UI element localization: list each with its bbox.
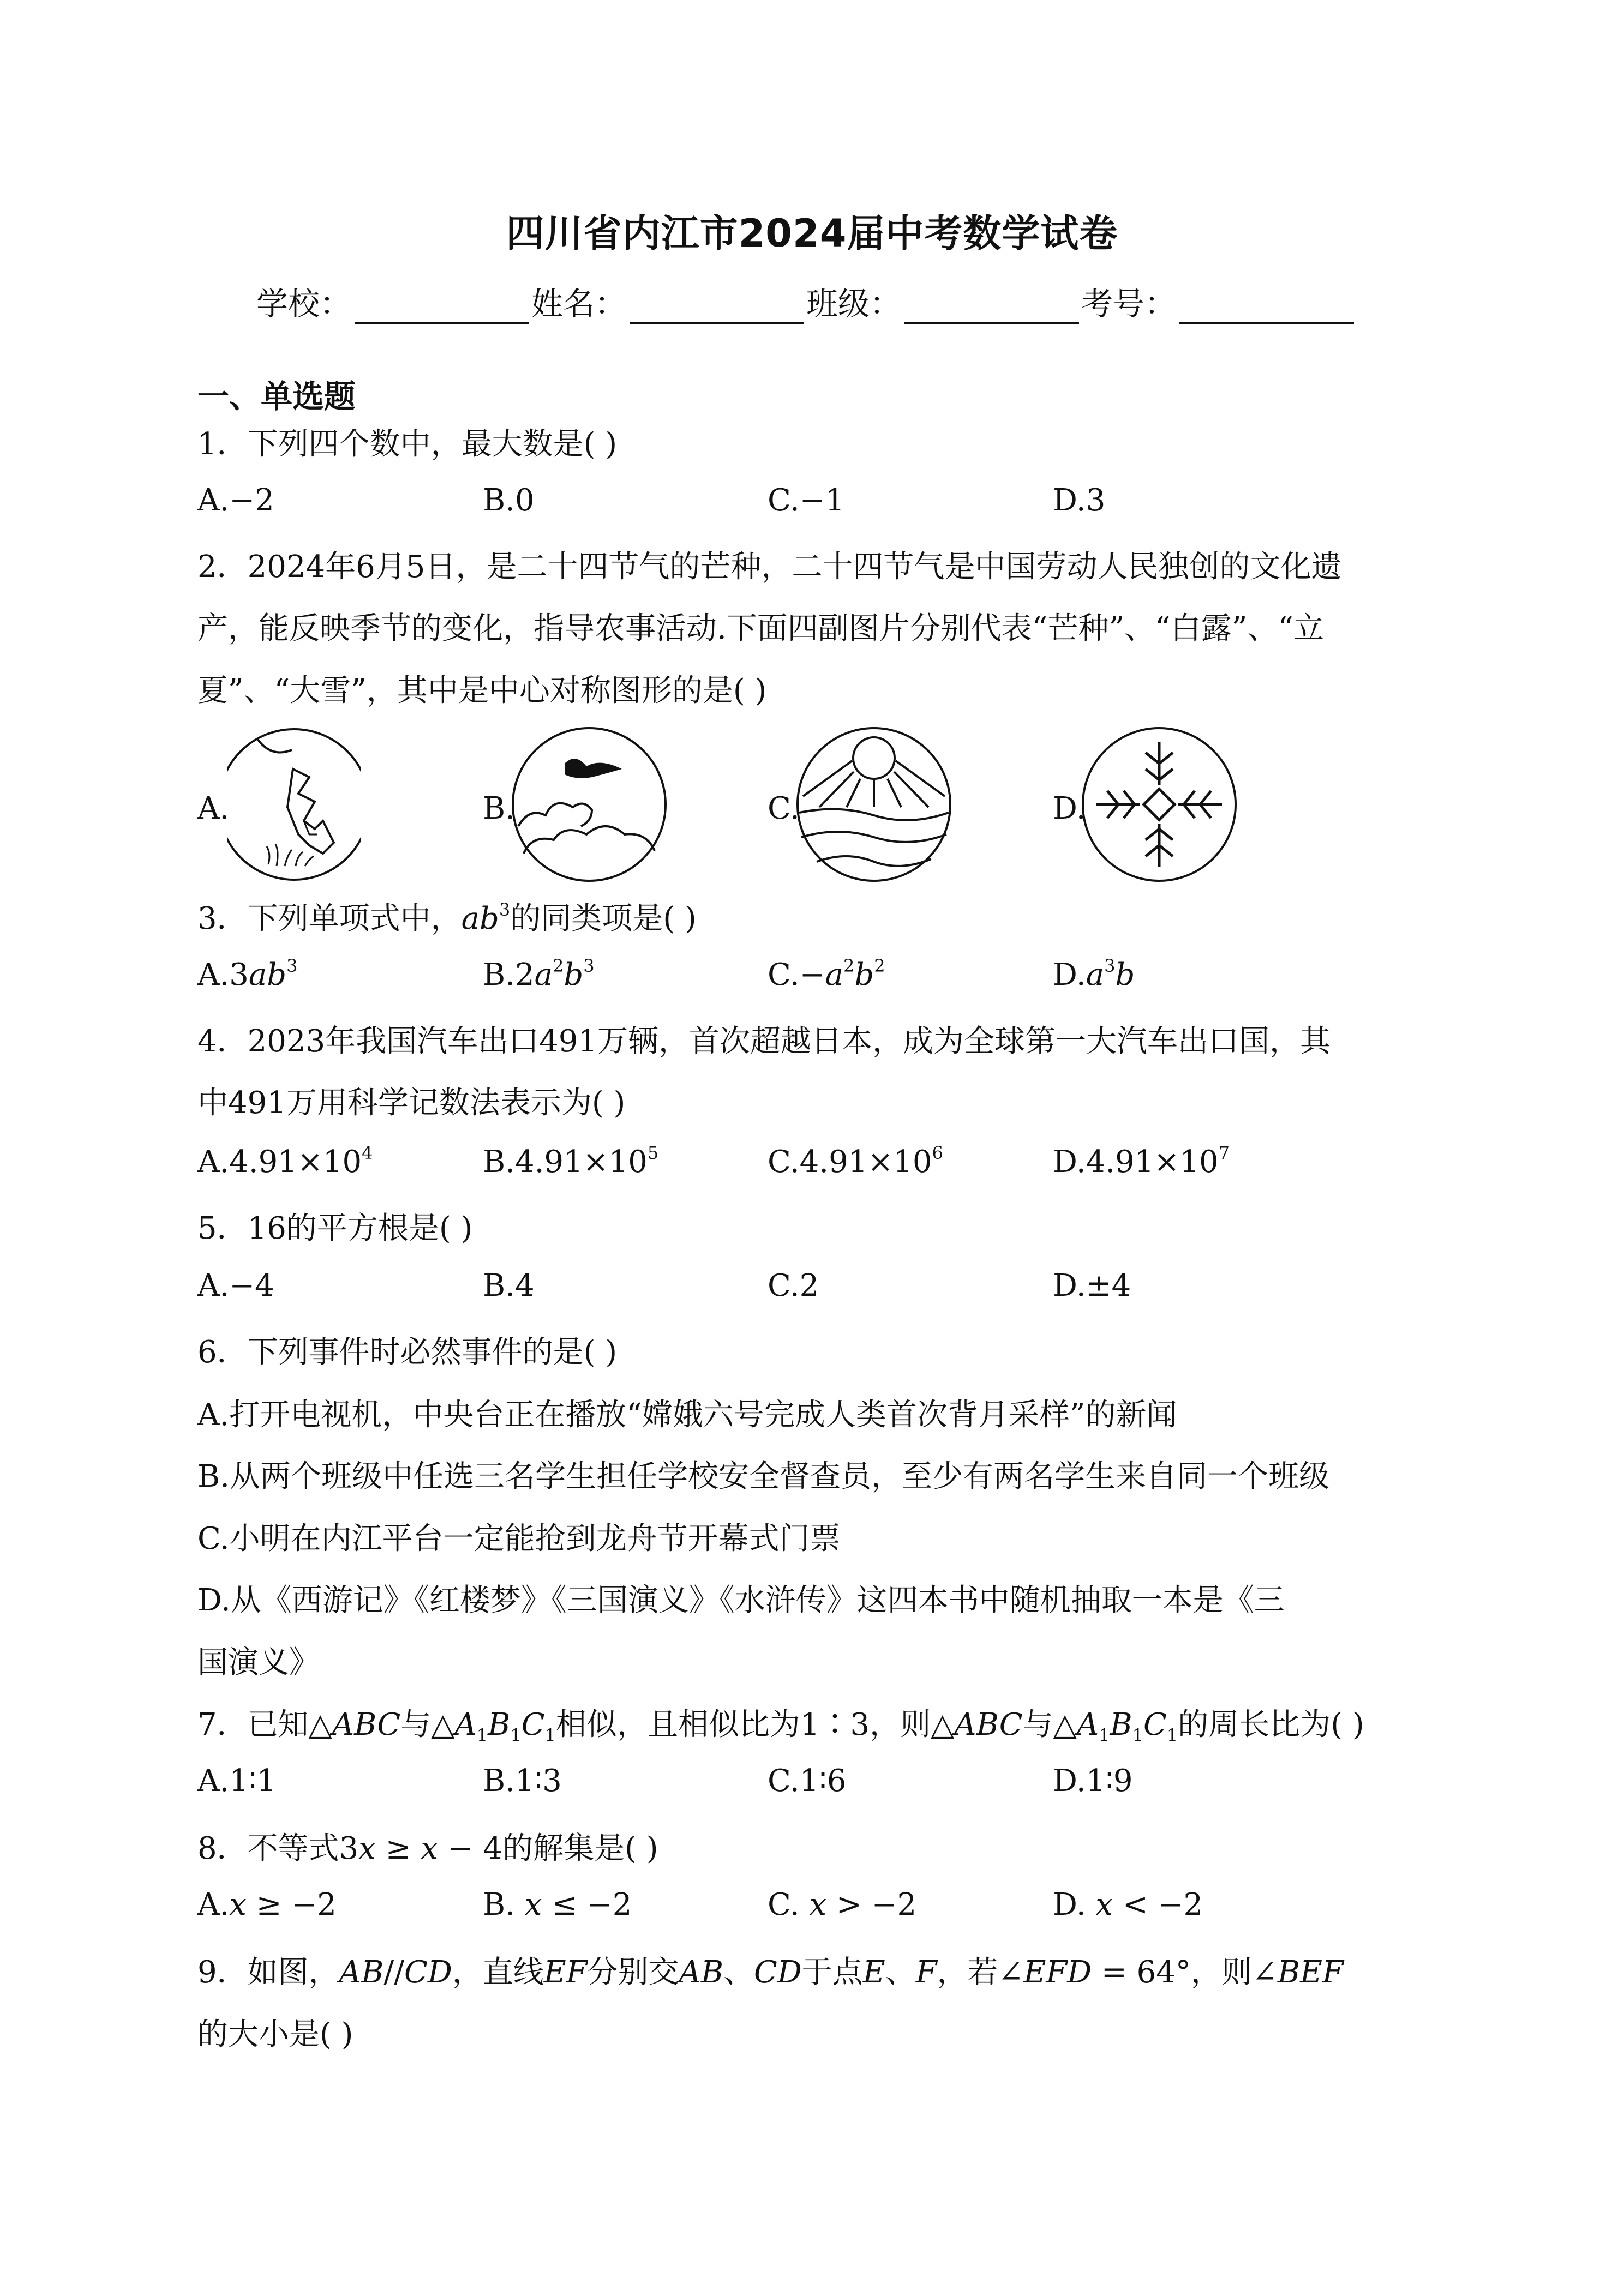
q8-option-d[interactable]: D. x < −2 (1053, 1887, 1203, 1922)
q1-option-a[interactable]: A.−2 (197, 483, 274, 518)
q2-line-3: 夏”、“大雪”，其中是中心对称图形的是( ) (197, 673, 767, 708)
q4-line-1: 4．2023年我国汽车出口491万辆，首次超越日本，成为全球第一大汽车出口国，其 (197, 1024, 1331, 1059)
q4-line-2: 中491万用科学记数法表示为( ) (197, 1085, 626, 1121)
q7-option-a[interactable]: A.1∶1 (197, 1763, 277, 1799)
q2-option-c-label: C. (768, 791, 800, 826)
number-blank[interactable] (1179, 295, 1354, 324)
q1-options (197, 483, 1507, 526)
section-heading: 一、单选题 (197, 378, 356, 415)
q8-option-c[interactable]: C. x > −2 (768, 1887, 917, 1922)
q4-options (197, 1144, 1507, 1188)
q1-option-b[interactable]: B.0 (483, 483, 535, 518)
q4-option-b[interactable]: $B.4.91\times 10^5$ (483, 1143, 659, 1180)
q2-option-a[interactable] (197, 725, 361, 889)
q2-option-b[interactable] (483, 725, 657, 889)
q2-option-d[interactable] (1053, 725, 1233, 889)
q1-stem: 1．下列四个数中，最大数是( ) (197, 426, 618, 462)
q2-line-1: 2．2024年6月5日，是二十四节气的芒种，二十四节气是中国劳动人民独创的文化遗 (197, 549, 1342, 585)
page-title: 四川省内江市2024届中考数学试卷 (506, 211, 1118, 256)
q6-option-a[interactable]: A.打开电视机，中央台正在播放“嫦娥六号完成人类首次背月采样”的新闻 (197, 1397, 1177, 1433)
q8-option-a[interactable]: A.x ≥ −2 (197, 1887, 337, 1922)
q6-option-c[interactable]: C.小明在内江平台一定能抢到龙舟节开幕式门票 (197, 1521, 841, 1556)
q3-option-b[interactable]: $B.2a^2b^3$ (483, 955, 595, 993)
number-label: 考号： (1081, 285, 1177, 322)
bailu-icon (510, 725, 668, 883)
q3-stem (197, 894, 697, 938)
q4-option-a[interactable]: $A.4.91\times 10^4$ (197, 1143, 373, 1180)
q3-options (197, 957, 1507, 1001)
q2-option-d-label: D. (1053, 791, 1086, 826)
class-label: 班级： (806, 285, 902, 322)
q6-option-b[interactable]: B.从两个班级中任选三名学生担任学校安全督查员，至少有两名学生来自同一个班级 (197, 1459, 1329, 1494)
q3-stem-exp: 3 (499, 899, 511, 920)
q6-option-d-cont: 国演义》 (197, 1645, 320, 1680)
q7-option-c[interactable]: C.1∶6 (768, 1763, 847, 1799)
q3-stem-post: 的同类项是( ) (510, 901, 697, 936)
q2-option-b-label: B. (483, 791, 515, 826)
q1-option-c[interactable]: C.−1 (768, 483, 845, 518)
q3-option-a[interactable]: $A.3ab^3$ (197, 955, 298, 993)
class-blank[interactable] (904, 295, 1079, 324)
q6-option-d[interactable]: D.从《西游记》《红楼梦》《三国演义》《水浒传》这四本书中随机抽取一本是《三 (197, 1583, 1285, 1618)
q3-option-c[interactable]: $C.-a^2b^2$ (768, 955, 885, 993)
q3-option-d[interactable]: $D.a^3b$ (1053, 955, 1135, 993)
q6-stem: 6．下列事件时必然事件的是( ) (197, 1335, 618, 1370)
q5-option-b[interactable]: B.4 (483, 1268, 535, 1303)
q5-options (197, 1268, 1507, 1312)
q7-option-d[interactable]: D.1∶9 (1053, 1763, 1133, 1799)
q3-stem-text: 3．下列单项式中， (197, 901, 462, 936)
school-blank[interactable] (355, 295, 529, 324)
q8-options (197, 1887, 1507, 1931)
lixia-icon (795, 725, 953, 883)
q9-line-2: 的大小是( ) (197, 2017, 353, 2052)
q7-options (197, 1763, 1507, 1807)
q1-option-d[interactable]: D.3 (1053, 483, 1106, 518)
q2-option-c[interactable] (768, 725, 948, 889)
q3-stem-var: ab (461, 901, 499, 936)
school-label: 学校： (256, 285, 352, 322)
q7-option-b[interactable]: B.1∶3 (483, 1763, 562, 1799)
q2-line-2: 产，能反映季节的变化，指导农事活动.下面四副图片分别代表“芒种”、“白露”、“立 (197, 611, 1324, 646)
student-info-row (256, 278, 1356, 324)
q5-option-d[interactable]: D.±4 (1053, 1268, 1131, 1303)
q9-stem: 9．如图，AB//CD，直线EF分别交AB、CD于点E、F，若∠EFD = 64°，则∠BEF (197, 1955, 1344, 1990)
name-blank[interactable] (630, 295, 804, 324)
name-label: 姓名： (531, 285, 627, 322)
q2-option-a-label: A. (197, 791, 230, 826)
q4-option-c[interactable]: $C.4.91\times 10^6$ (768, 1143, 943, 1180)
q5-stem: 5．16的平方根是( ) (197, 1211, 473, 1246)
q4-option-d[interactable]: $D.4.91\times 10^7$ (1053, 1143, 1230, 1180)
q5-option-a[interactable]: A.−4 (197, 1268, 274, 1303)
q8-stem: 8．不等式3x ≥ x − 4的解集是( ) (197, 1831, 658, 1866)
q5-option-c[interactable]: C.2 (768, 1268, 819, 1303)
mangzhong-icon (227, 725, 361, 883)
q7-stem: 7．已知△ABC与$\triangle A_1B_1C_1$相似，且相似比为1∶3，则△ABC与$\triangle A_1B_1C_1$的周长比为( ) (197, 1707, 1364, 1746)
daxue-icon (1080, 725, 1238, 883)
q8-option-b[interactable]: B. x ≤ −2 (483, 1887, 632, 1922)
